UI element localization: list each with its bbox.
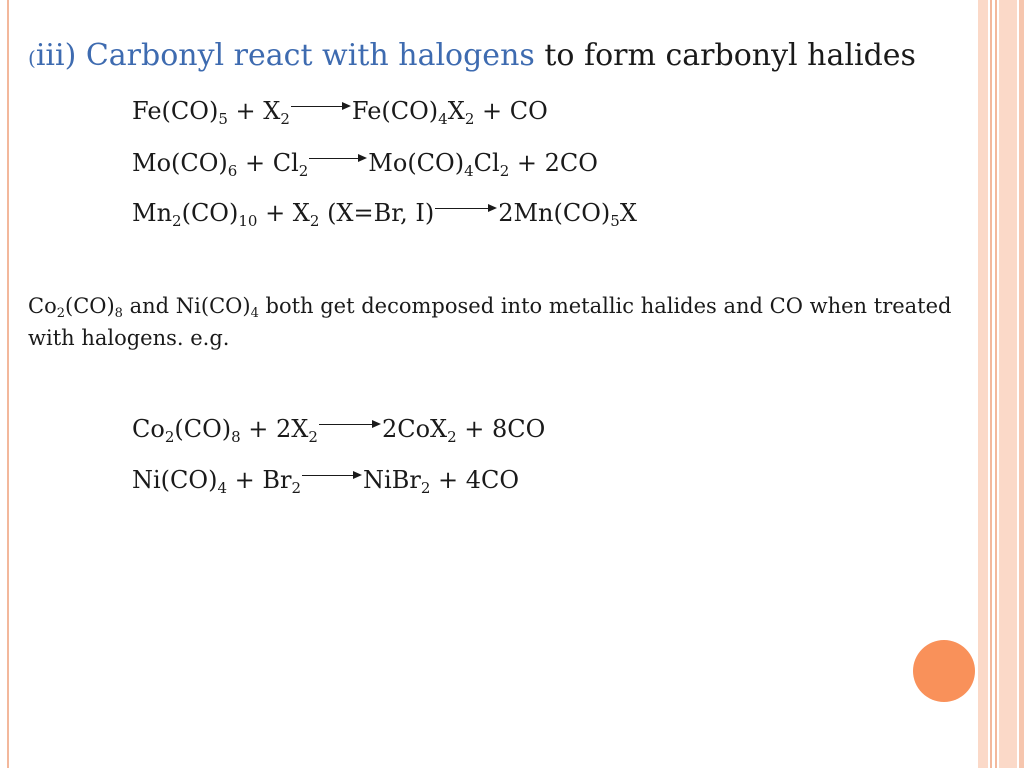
equation-ni: $Ni(CO)_4 + Br_2$ NiBr$_2$ + 4CO bbox=[132, 466, 520, 497]
equation-fe: $Fe(CO)_5 + X_2$ $Fe(CO)_4X_2$ + CO bbox=[132, 97, 548, 128]
reaction-arrow bbox=[435, 201, 497, 215]
frame-right-line bbox=[990, 0, 992, 768]
decomposition-paragraph: $Co_2(CO)_8$ and $Ni(CO)_4$ both get decomposed into metallic halides and CO when treated with halogens. e.g. bbox=[28, 294, 952, 350]
reaction-arrow bbox=[309, 151, 367, 165]
reaction-arrow bbox=[291, 99, 351, 113]
equation-mn: $Mn_2(CO)_{10} + X_2$ (X=Br, I) $2Mn(CO)_5X$ bbox=[132, 199, 637, 230]
reaction-arrow bbox=[302, 468, 362, 482]
slide-title bbox=[28, 38, 916, 73]
frame-right-band bbox=[999, 0, 1017, 768]
frame-right-line bbox=[995, 0, 997, 768]
equation-mo: $Mo(CO)_6 + Cl_2$ $Mo(CO)_4Cl_2 + 2CO$ bbox=[132, 149, 598, 180]
title-rest-text: to form carbonyl halides bbox=[534, 38, 916, 73]
reaction-arrow bbox=[319, 417, 381, 431]
title-open-paren: ( bbox=[28, 46, 36, 70]
frame-right-band bbox=[1019, 0, 1024, 768]
equation-co: $Co_2(CO)_8 + 2X_2$ 2CoX$_2$ + 8CO bbox=[132, 415, 546, 446]
title-accent-text: iii) Carbonyl react with halogens bbox=[35, 38, 535, 73]
frame-right-band bbox=[978, 0, 988, 768]
frame-left-line bbox=[7, 0, 9, 768]
decorative-circle bbox=[913, 640, 975, 702]
